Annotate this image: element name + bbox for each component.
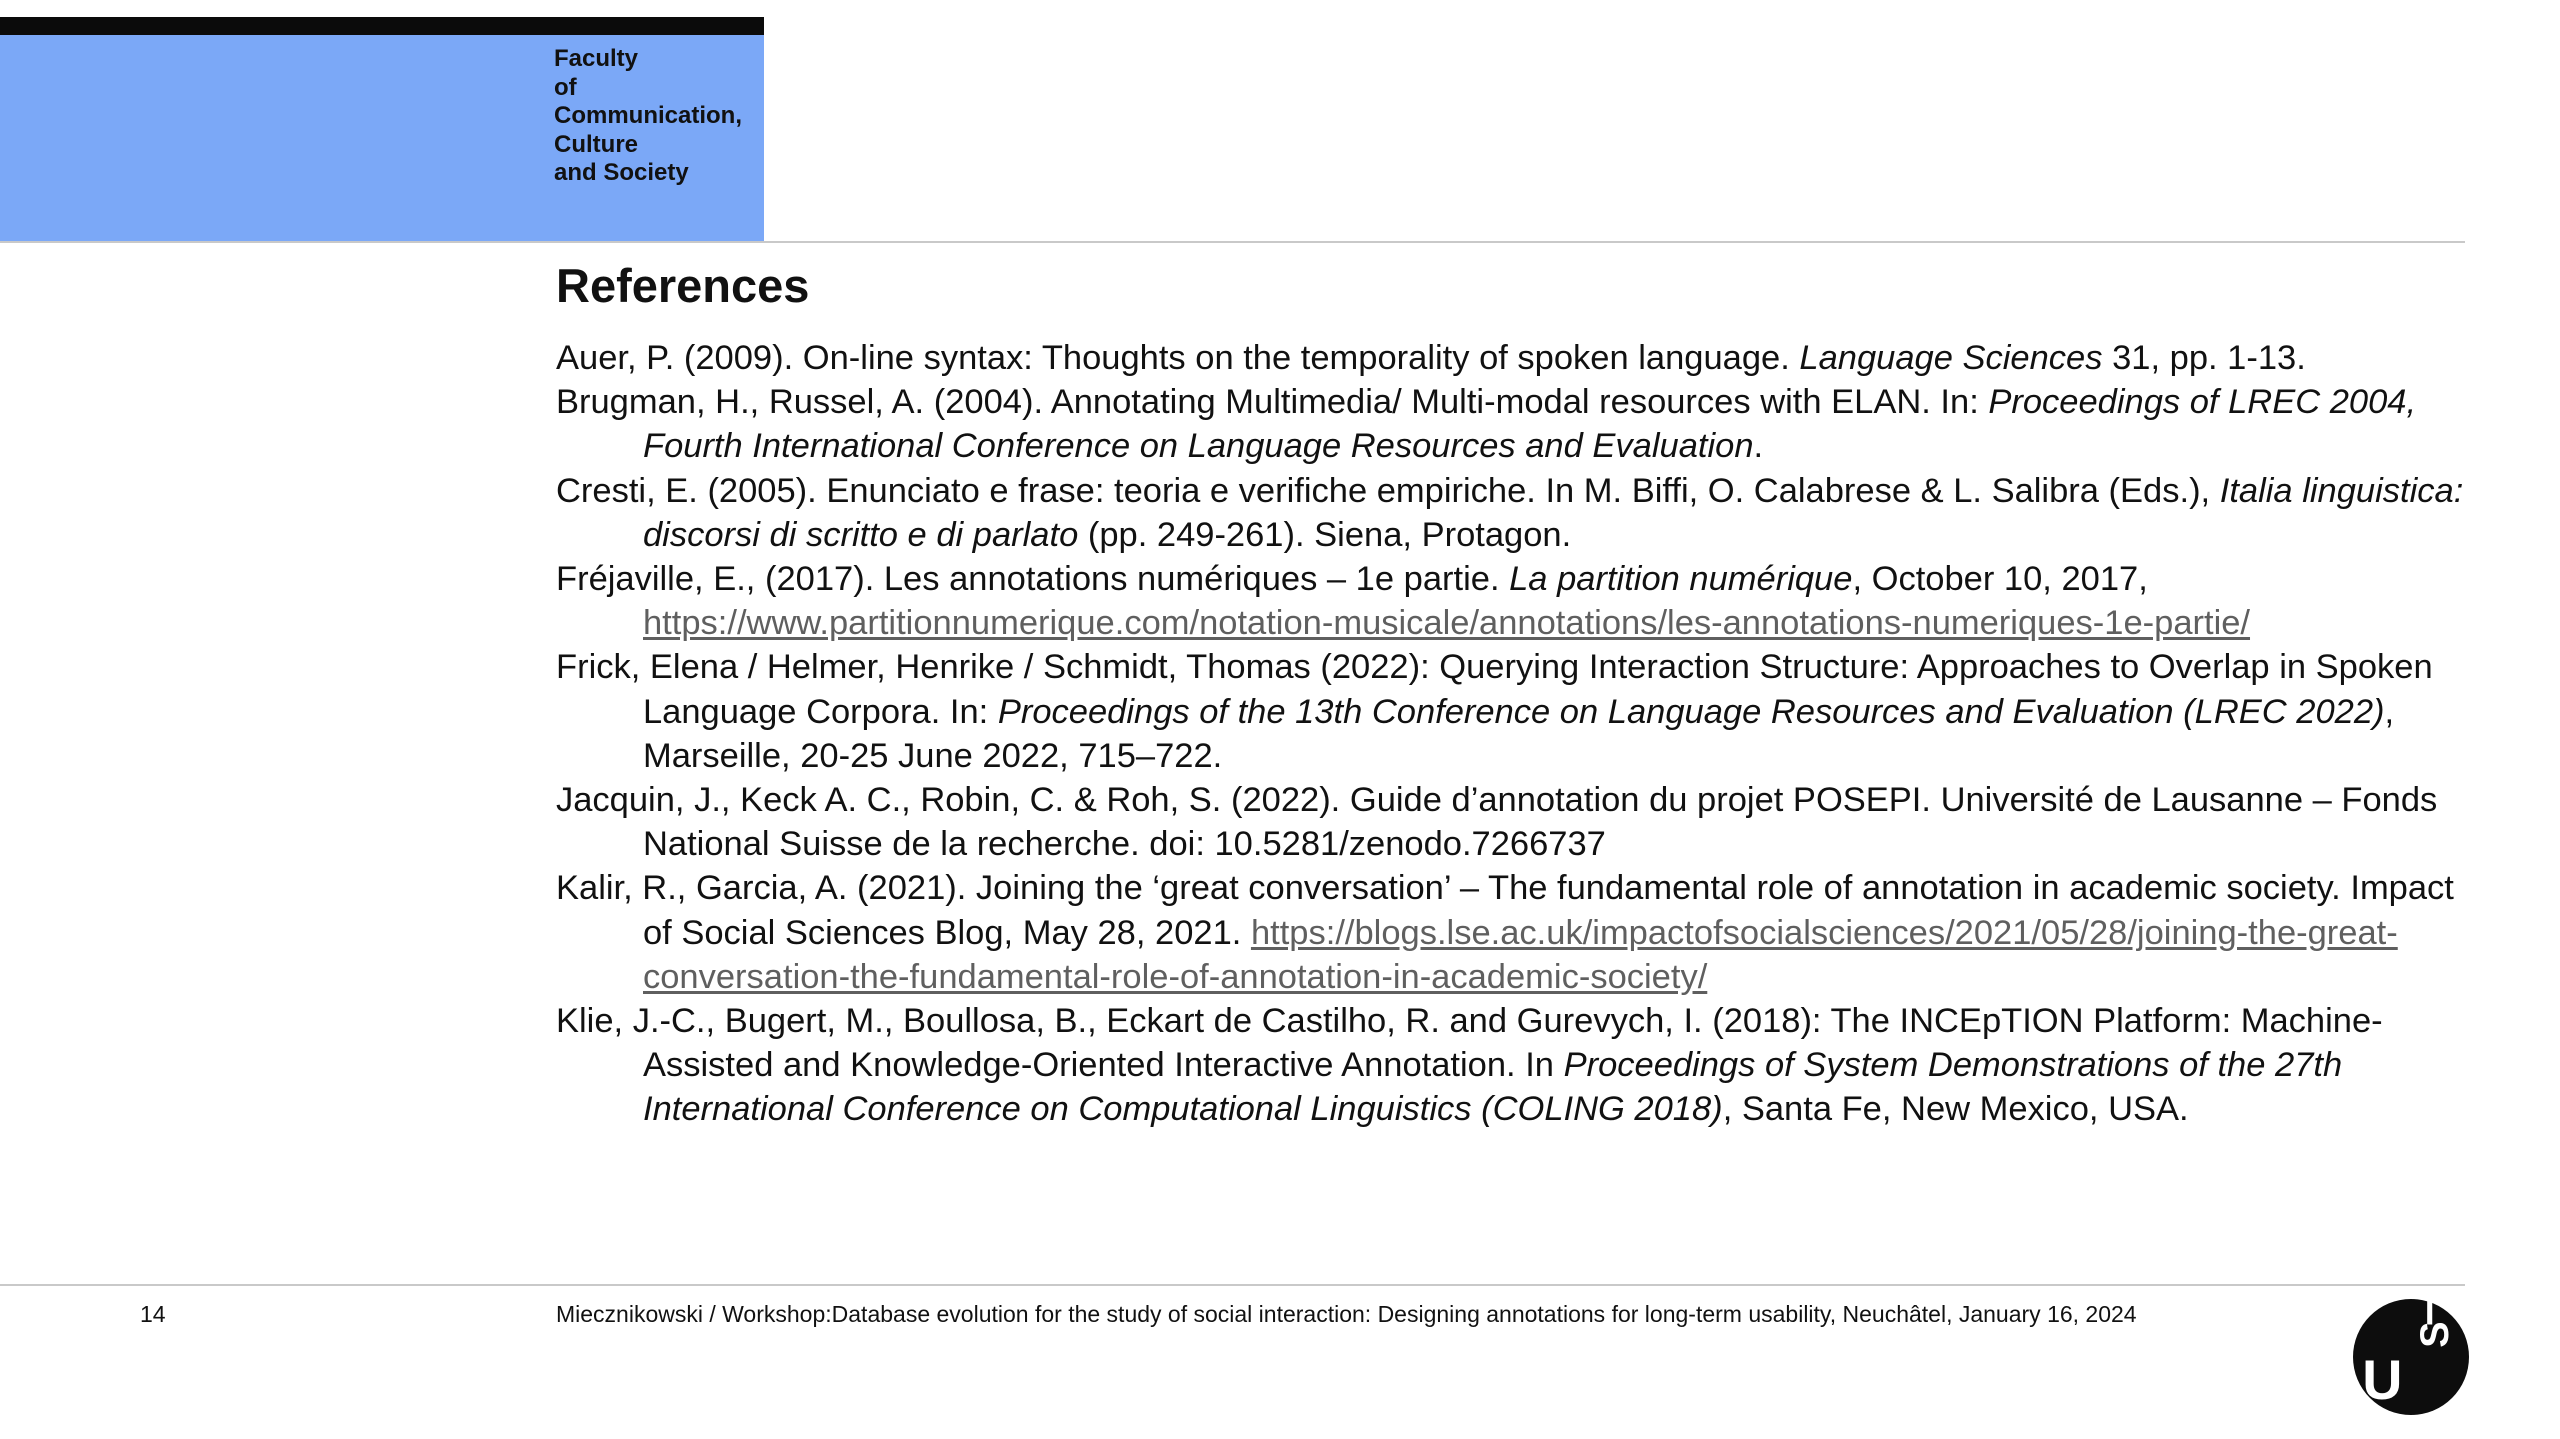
reference-text: Fréjaville, E., (2017). Les annotations numériques – 1e partie. <box>556 560 1510 599</box>
reference-title-italic: Language Sciences <box>1799 339 2103 377</box>
reference-title-italic: La partition numérique <box>1509 560 1853 599</box>
reference-link[interactable]: https://blogs.lse.ac.uk/impactofsocialsciences/2021/05/28/joining-the-great-conversation-the-fundamental-role-of-annotation-in-academic-society/ <box>643 913 2398 996</box>
header-top-bar <box>0 17 764 35</box>
reference-entry <box>556 557 2471 645</box>
reference-entry <box>556 380 2471 468</box>
usi-logo <box>2353 1299 2469 1415</box>
reference-title-italic: Proceedings of System Demonstrations of the 27th International Conference on Computational Linguistics (COLING 2018) <box>643 1046 2343 1129</box>
reference-text: Cresti, E. (2005). Enunciato e frase: teoria e verifiche empiriche. In M. Biffi, O. Calabrese & L. Salibra (Eds.), <box>556 471 2220 510</box>
faculty-line: of <box>554 73 577 101</box>
reference-text: (pp. 249-261). Siena, Protagon. <box>1078 515 1572 554</box>
reference-link[interactable]: https://www.partitionnumerique.com/notation-musicale/annotations/les-annotations-numeriques-1e-partie/ <box>643 604 2251 643</box>
reference-text: . <box>1753 427 1764 466</box>
reference-title-italic: Proceedings of LREC 2004, Fourth International Conference on Language Resources and Evaluation <box>643 383 2417 466</box>
reference-text: , Marseille, 20-25 June 2022, 715–722. <box>643 692 2395 775</box>
reference-entry <box>556 645 2471 778</box>
reference-text: Frick, Elena / Helmer, Henrike / Schmidt, Thomas (2022): Querying Interaction Structure: Approaches to Overlap in Spoken Language Corpora. In: <box>556 648 2433 731</box>
reference-entry <box>556 778 2471 866</box>
logo-letter-s: S <box>2413 1321 2458 1348</box>
reference-title-italic: Italia linguistica: discorsi di scritto e di parlato <box>643 471 2464 554</box>
reference-text: 31, pp. 1-13. <box>2102 339 2306 377</box>
reference-title-italic: Proceedings of the 13th Conference on Language Resources and Evaluation (LREC 2022) <box>997 692 2385 731</box>
faculty-line: Communication, <box>554 102 743 129</box>
reference-entry <box>556 336 2471 380</box>
reference-text: , October 10, 2017, <box>1852 560 2148 599</box>
reference-list <box>556 336 2471 1132</box>
header-divider <box>0 241 2465 243</box>
logo-letter-i: I <box>2424 1299 2435 1333</box>
reference-entry <box>556 999 2471 1132</box>
faculty-line: Faculty <box>554 45 639 72</box>
reference-entry <box>556 469 2471 557</box>
faculty-line: and Society <box>554 159 689 186</box>
reference-text: Auer, P. (2009). On-line syntax: Thoughts on the temporality of spoken language. <box>556 339 1800 377</box>
page-number: 14 <box>140 1301 166 1327</box>
footer-citation: Miecznikowski / Workshop:Database evolution for the study of social interaction: Designing annotations for long-term usability, Neuchâtel, January 16, 2024 <box>556 1301 2137 1327</box>
reference-text: Kalir, R., Garcia, A. (2021). Joining the ‘great conversation’ – The fundamental role of annotation in academic society. Impact of Social Sciences Blog, May 28, 2021. <box>556 869 2454 952</box>
footer-divider <box>0 1284 2465 1286</box>
reference-text: Brugman, H., Russel, A. (2004). Annotating Multimedia/ Multi-modal resources with ELAN. In: <box>556 383 1989 422</box>
reference-entry <box>556 866 2471 999</box>
faculty-name <box>554 45 742 188</box>
page-title: References <box>556 259 810 312</box>
logo-letter-u: U <box>2362 1348 2403 1411</box>
reference-text: , Santa Fe, New Mexico, USA. <box>1722 1090 2189 1129</box>
reference-text: Jacquin, J., Keck A. C., Robin, C. & Roh, S. (2022). Guide d’annotation du projet POSEPI. Université de Lausanne – Fonds National Suisse de la recherche. doi: 10.5281/zenodo.7266737 <box>556 781 2438 864</box>
reference-text: Klie, J.-C., Bugert, M., Boullosa, B., Eckart de Castilho, R. and Gurevych, I. (2018): The INCEpTION Platform: Machine-Assisted and Knowledge-Oriented Interactive Annotation. In <box>556 1002 2383 1085</box>
faculty-line: Culture <box>554 130 638 158</box>
